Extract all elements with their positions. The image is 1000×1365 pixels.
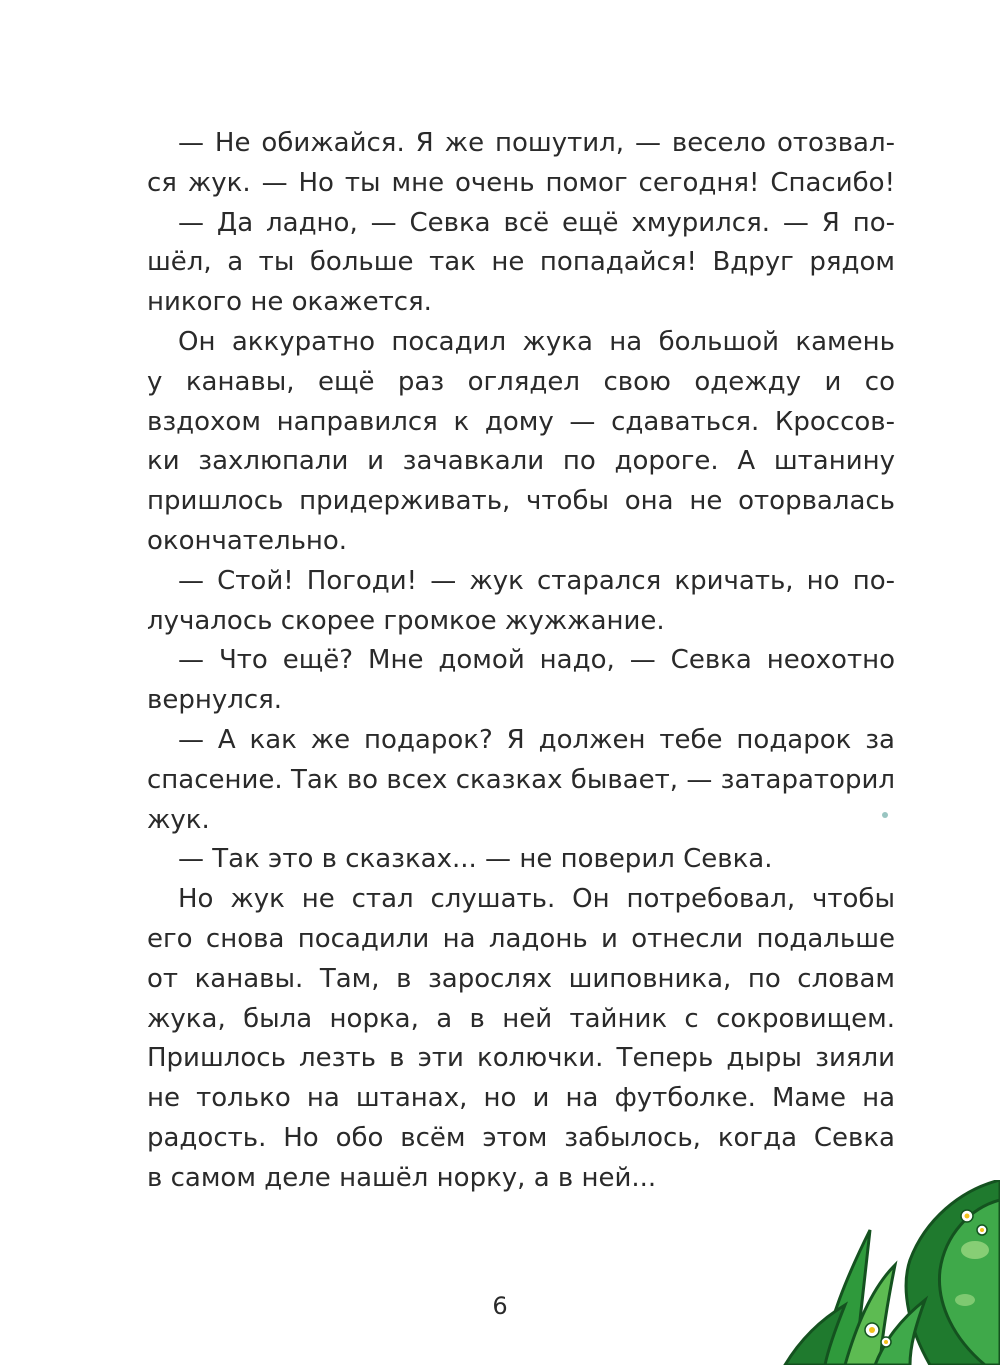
text-line: от канавы. Там, в зарослях шиповника, по словам <box>147 963 895 994</box>
text-line: — Что ещё? Мне домой надо, — Севка неохотно <box>178 645 895 676</box>
bush-illustration <box>760 1180 1000 1365</box>
page-number: 6 <box>492 1292 508 1320</box>
text-line: — А как же подарок? Я должен тебе подарок за <box>178 724 895 755</box>
flower-icon <box>961 1210 973 1222</box>
text-line: лучалось скорее громкое жужжание. <box>147 605 665 636</box>
text-line: вернулся. <box>147 685 283 716</box>
text-line: спасение. Так во всех сказках бывает, — затараторил <box>147 764 895 795</box>
flower-icon <box>865 1323 879 1337</box>
text-line: вздохом направился к дому — сдаваться. Кроссов- <box>147 406 895 437</box>
story-text <box>147 124 895 1199</box>
text-line: — Не обижайся. Я же пошутил, — весело отозвал- <box>178 128 895 158</box>
text-line: окончательно. <box>147 525 348 556</box>
text-line: — Так это в сказках... — не поверил Севка. <box>178 844 773 875</box>
text-line: пришлось придерживать, чтобы она не оторвалась <box>147 486 895 517</box>
text-line: жука, была норка, а в ней тайник с сокровищем. <box>147 1003 895 1034</box>
text-line: ся жук. — Но ты мне очень помог сегодня! Спасибо! <box>147 167 895 198</box>
ink-speck <box>882 812 888 818</box>
flower-icon <box>881 1337 891 1347</box>
bush-highlight <box>955 1294 975 1306</box>
text-line: Но жук не стал слушать. Он потребовал, чтобы <box>178 884 895 915</box>
text-line: радость. Но обо всём этом забылось, когда Севка <box>147 1122 895 1153</box>
text-line: шёл, а ты больше так не попадайся! Вдруг рядом <box>147 247 895 278</box>
flower-icon <box>977 1225 987 1235</box>
text-line: его снова посадили на ладонь и отнесли подальше <box>147 923 895 954</box>
bush-highlight <box>961 1241 989 1259</box>
text-line: ки захлюпали и зачавкали по дороге. А штанину <box>147 446 895 477</box>
text-line: — Стой! Погоди! — жук старался кричать, но по- <box>178 565 895 596</box>
text-line: в самом деле нашёл норку, а в ней... <box>147 1162 657 1193</box>
text-line: у канавы, ещё раз оглядел свою одежду и со <box>147 366 895 397</box>
text-line: жук. <box>147 804 210 835</box>
text-line: Он аккуратно посадил жука на большой камень <box>178 326 895 357</box>
text-line: Пришлось лезть в эти колючки. Теперь дыры зияли <box>147 1043 895 1074</box>
text-line: не только на штанах, но и на футболке. Маме на <box>147 1083 895 1114</box>
text-line: — Да ладно, — Севка всё ещё хмурился. — Я по- <box>178 207 895 238</box>
text-line: никого не окажется. <box>147 287 432 318</box>
